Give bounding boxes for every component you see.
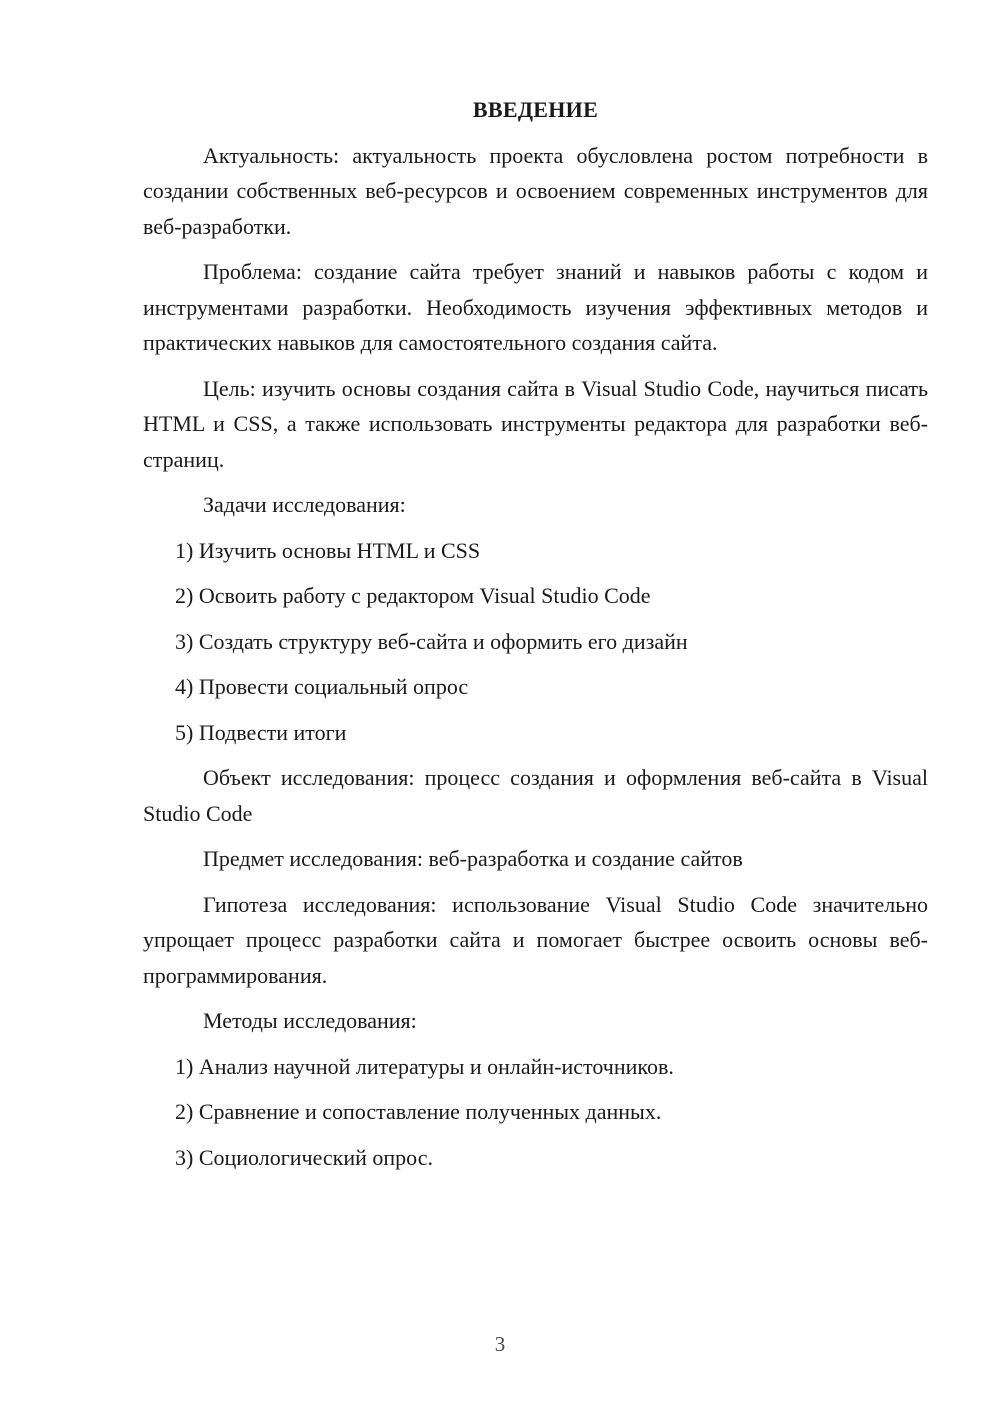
list-item: 2) Освоить работу с редактором Visual Studio Code [175,583,651,608]
list-item: 1) Анализ научной литературы и онлайн-источников. [175,1053,674,1079]
problem-paragraph: Проблема: создание сайта требует знаний и навыков работы с кодом и инструментами разработки. Необходимость изучения эффективных методов и практических навыков для самостоятельного создания сайта. [143,259,928,355]
tasks-list [143,533,928,751]
list-item: 2) Сравнение и сопоставление полученных данных. [175,1099,662,1124]
document-page [143,92,928,1185]
list-item: 4) Провести социальный опрос [175,674,469,699]
page-number: 3 [494,1332,506,1356]
list-item: 3) Социологический опрос. [175,1144,433,1170]
relevance-paragraph: Актуальность: актуальность проекта обусловлена ростом потребности в создании собственных веб-ресурсов и освоением современных инструментов для веб-разработки. [143,142,928,239]
goal-paragraph: Цель: изучить основы создания сайта в Visual Studio Code, научиться писать HTML и CSS, а также использовать инструменты редактора для разработки веб-страниц. [143,375,928,472]
list-item: 5) Подвести итоги [175,719,347,745]
list-item: 1) Изучить основы HTML и CSS [175,537,481,563]
list-item: 3) Создать структуру веб-сайта и оформить его дизайн [175,628,688,654]
object-paragraph: Объект исследования: процесс создания и оформления веб-сайта в Visual Studio Code [143,765,928,826]
methods-list [143,1049,928,1176]
subject-paragraph: Предмет исследования: веб-разработка и создание сайтов [203,846,743,871]
tasks-label: Задачи исследования: [203,492,406,517]
page-title: ВВЕДЕНИЕ [472,97,599,122]
hypothesis-paragraph: Гипотеза исследования: использование Visual Studio Code значительно упрощает процесс разработки сайта и помогает быстрее освоить основы веб-программирования. [143,891,928,988]
methods-label: Методы исследования: [203,1008,417,1033]
